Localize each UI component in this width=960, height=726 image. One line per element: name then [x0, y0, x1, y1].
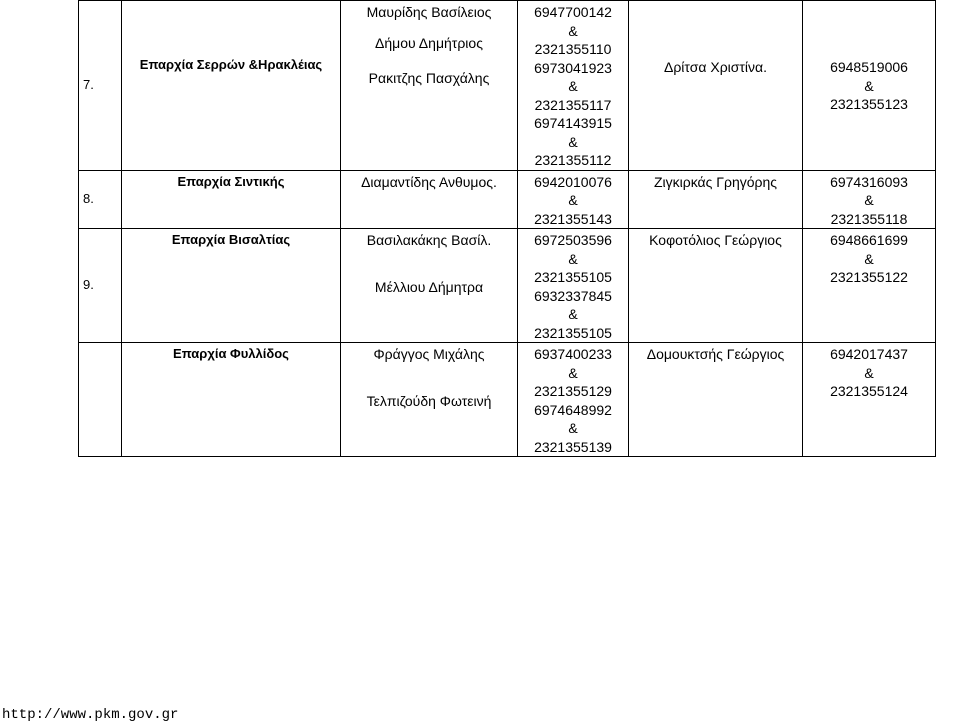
substitute-phone-cell — [803, 1, 936, 171]
table-row — [79, 343, 936, 457]
phone-mobile: 6974648992 — [534, 401, 612, 418]
phone-office: 2321355110 — [534, 41, 612, 57]
phone-office: 2321355123 — [830, 96, 908, 112]
name-entry: Ρακιτζης Πασχάλης — [368, 70, 490, 86]
name-entry: Φράγγος Μιχάλης — [373, 346, 485, 362]
substitute-name: Δομουκτσής Γεώργιος — [646, 346, 785, 362]
phone-separator: & — [568, 78, 578, 94]
table-row — [79, 170, 936, 229]
contacts-table — [78, 0, 936, 457]
phone-office: 2321355112 — [534, 152, 612, 168]
phone-mobile: 6947700142 — [534, 4, 612, 20]
row-number — [79, 343, 122, 457]
phone-mobile: 6974316093 — [830, 173, 908, 190]
phone-office: 2321355139 — [534, 438, 612, 455]
names-cell — [341, 170, 518, 229]
phone-separator: & — [568, 250, 578, 267]
phone-office: 2321355124 — [830, 383, 908, 399]
phone-mobile: 6948519006 — [830, 59, 908, 75]
phone-office: 2321355122 — [830, 269, 908, 285]
name-entry: Μαυρίδης Βασίλειος — [366, 4, 492, 20]
substitute-phone-cell — [803, 170, 936, 229]
substitute-phone-cell — [803, 343, 936, 457]
table-row — [79, 229, 936, 343]
footer-url: http://www.pkm.gov.gr — [2, 707, 179, 723]
area-name: Επαρχία Σερρών &Ηρακλέιας — [139, 57, 323, 72]
phone-separator: & — [568, 364, 578, 381]
phone-mobile: 6973041923 — [534, 59, 612, 76]
phone-mobile: 6974143915 — [534, 115, 612, 131]
substitute-name: Δρίτσα Χριστίνα. — [663, 59, 768, 75]
substitute-name: Ζιγκιρκάς Γρηγόρης — [653, 173, 778, 190]
phone-mobile: 6942017437 — [830, 346, 908, 362]
phone-separator: & — [568, 22, 578, 39]
phone-mobile: 6972503596 — [534, 232, 612, 248]
area-cell — [122, 229, 341, 343]
phone-office: 2321355143 — [534, 210, 612, 227]
substitute-name-cell — [629, 343, 803, 457]
table-row — [79, 1, 936, 171]
name-entry: Τελπιζούδη Φωτεινή — [366, 392, 492, 409]
phones-cell — [518, 229, 629, 343]
name-entry: Βασιλακάκης Βασίλ. — [366, 232, 492, 248]
row-number: 8. — [79, 170, 122, 229]
names-cell — [341, 1, 518, 171]
phone-office: 2321355105 — [534, 269, 612, 285]
substitute-name: Κοφοτόλιος Γεώργιος — [649, 232, 782, 248]
phones-cell — [518, 170, 629, 229]
phone-separator: & — [864, 364, 874, 381]
names-cell — [341, 343, 518, 457]
name-entry: Διαμαντίδης Ανθυμος. — [361, 173, 497, 190]
phone-separator: & — [568, 192, 578, 208]
area-cell — [122, 343, 341, 457]
phone-mobile: 6932337845 — [534, 287, 612, 304]
name-entry: Δήμου Δημήτριος — [375, 34, 483, 51]
phone-separator: & — [568, 306, 578, 322]
phone-mobile: 6942010076 — [534, 173, 612, 190]
phones-cell — [518, 343, 629, 457]
row-number: 9. — [79, 229, 122, 343]
phone-mobile: 6948661699 — [830, 232, 908, 248]
substitute-name-cell — [629, 229, 803, 343]
row-number: 7. — [79, 1, 122, 171]
phone-office: 2321355118 — [830, 210, 908, 227]
phone-separator: & — [568, 420, 578, 436]
substitute-name-cell — [629, 1, 803, 171]
phone-separator: & — [864, 192, 874, 208]
phone-separator: & — [864, 77, 874, 94]
area-name: Επαρχία Σιντικής — [177, 173, 285, 189]
area-name: Επαρχία Φυλλίδος — [173, 346, 289, 361]
phones-cell — [518, 1, 629, 171]
phone-separator: & — [568, 133, 578, 150]
substitute-name-cell — [629, 170, 803, 229]
phone-office: 2321355105 — [534, 324, 612, 341]
substitute-phone-cell — [803, 229, 936, 343]
phone-office: 2321355129 — [534, 383, 612, 399]
phone-separator: & — [864, 250, 874, 267]
area-cell — [122, 170, 341, 229]
area-name: Επαρχία Βισαλτίας — [171, 232, 291, 247]
phone-mobile: 6937400233 — [534, 346, 612, 362]
name-entry: Μέλλιου Δήμητρα — [374, 278, 484, 295]
names-cell — [341, 229, 518, 343]
phone-office: 2321355117 — [534, 96, 612, 113]
area-cell — [122, 1, 341, 171]
